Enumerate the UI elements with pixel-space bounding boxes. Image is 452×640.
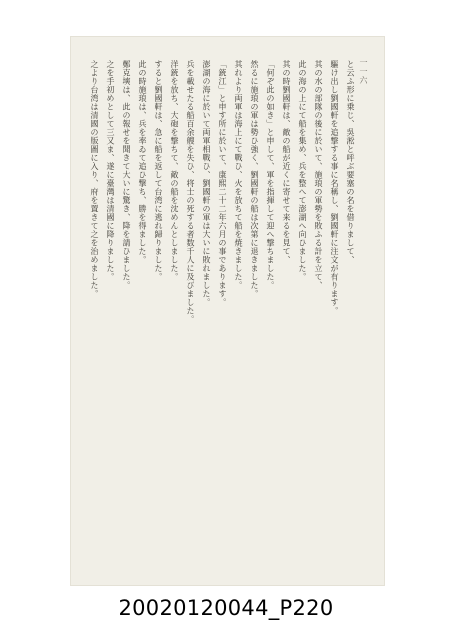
text-column: 其の水の部隊の後に於いて、施琅の軍勢を敗ふる計を立て、 — [314, 60, 323, 290]
text-column: 「何ぞ此の如き」と申して、軍を指揮して迎へ撃ちました。 — [266, 60, 275, 290]
text-column: 然るに施琅の軍は勢ひ強く、劉國軒の船は次第に退きました。 — [250, 60, 259, 298]
text-column: 此の時施琅は、兵を率ゐて追ひ撃ち、勝を得ました。 — [138, 60, 147, 264]
text-column: 洋銃を放ち、大砲を撃ちて、敵の船を沈めんとしました。 — [170, 60, 179, 281]
text-column: 「銃江」と申す所に於いて、康熙二十二年六月の事であります。 — [218, 60, 227, 307]
text-column: 鄭克塽は、此の報せを聞きて大いに驚き、降を請ひました。 — [122, 60, 131, 290]
text-column: 澎湖の海に於いて両軍相戰ひ、劉國軒の軍は大いに敗れました。 — [202, 60, 211, 307]
text-column: 之を手初めとして三又ま、遂に臺灣は清國に降りました。 — [106, 60, 115, 281]
text-column: 兵を載せたる船百余艘を失ひ、将士の死する者数千人に及びました。 — [186, 60, 195, 324]
image-caption: 20020120044_P220 — [118, 596, 334, 620]
vertical-text-block — [82, 60, 354, 520]
page-number: 一一六 — [359, 58, 368, 85]
text-column: 此の海の上にて船を集め、兵を整へて澎湖へ向ひました。 — [298, 60, 307, 281]
text-column: 其の時劉國軒は、敵の船が近くに寄せて来るを見て、 — [282, 60, 291, 264]
text-column: 之より台湾は清國の版圖に入り、府を置きて之を治めました。 — [90, 60, 99, 298]
text-column: すると劉國軒は、急に船を返して台湾に逃れ歸りました。 — [154, 60, 163, 281]
text-column: と云ふ形に乗じ、吳淞と呼ぶ要塞の名を借りまして、 — [346, 60, 355, 264]
text-column: 驅け出し劉國軒を追撃する事に名稱し、劉國軒に注文が有ります。 — [330, 60, 339, 315]
text-column: 其れより両軍は海上にて戰ひ、火を放ちて船を焼きました。 — [234, 60, 243, 290]
